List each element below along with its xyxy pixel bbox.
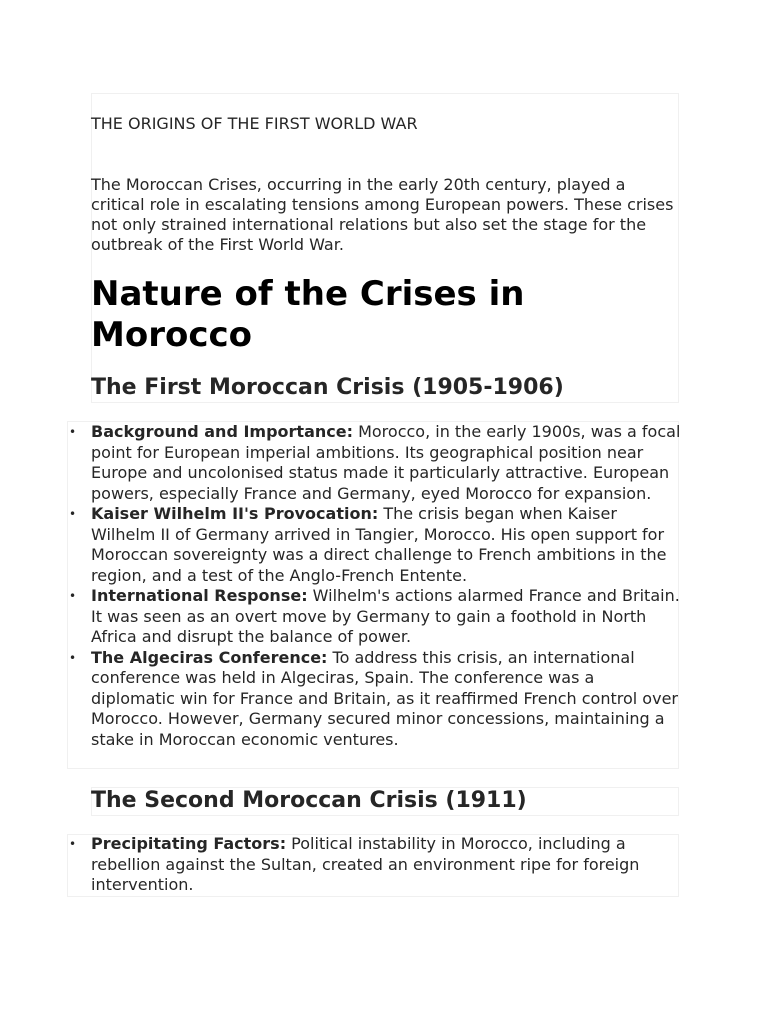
first-crisis-heading: The First Moroccan Crisis (1905-1906) xyxy=(91,375,564,400)
first-crisis-list xyxy=(69,422,681,750)
list-item xyxy=(69,504,681,586)
bullet-icon: • xyxy=(69,589,77,603)
list-item xyxy=(69,647,681,751)
list-item-text: Political instability in Morocco, including a rebellion against the Sultan, created an environment ripe for foreign intervention. xyxy=(91,834,640,894)
intro-paragraph: The Moroccan Crises, occurring in the early 20th century, played a critical role in escalating tensions among European powers. These crises not only strained international relations but also set the stage for the outbreak of the First World War. xyxy=(91,175,674,254)
list-item-text: To address this crisis, an international conference was held in Algeciras, Spain. The conference was a diplomatic win for France and Britain, as it reaffirmed French control over Morocco. However, Germany secured minor concessions, maintaining a stake in Moroccan economic ventures. xyxy=(91,647,678,749)
list-item-label: Precipitating Factors: xyxy=(91,834,287,853)
list-item xyxy=(69,834,681,896)
list-item-label: International Response: xyxy=(91,586,308,605)
bullet-icon: • xyxy=(69,837,77,851)
second-crisis-heading: The Second Moroccan Crisis (1911) xyxy=(91,788,527,813)
bullet-icon: • xyxy=(69,425,77,439)
list-item-label: The Algeciras Conference: xyxy=(91,647,328,667)
main-heading: Nature of the Crises in Morocco xyxy=(91,274,525,355)
list-item-text: The crisis began when Kaiser Wilhelm II of Germany arrived in Tangier, Morocco. His open support for Moroccan sovereignty was a direct challenge to French ambitions in the region, and a test of the Anglo-French Entente. xyxy=(91,504,667,585)
list-item-text: Morocco, in the early 1900s, was a focal point for European imperial ambitions. Its geographical position near Europe and uncolonised status made it particularly attractive. European powers, especially France and Germany, eyed Morocco for expansion. xyxy=(91,422,681,503)
list-item xyxy=(69,586,681,648)
bullet-icon: • xyxy=(69,507,77,521)
second-crisis-list xyxy=(69,834,681,896)
list-item xyxy=(69,422,681,504)
bullet-icon: • xyxy=(69,650,77,665)
list-item-label: Kaiser Wilhelm II's Provocation: xyxy=(91,504,379,523)
document-title: THE ORIGINS OF THE FIRST WORLD WAR xyxy=(91,114,418,133)
list-item-text: Wilhelm's actions alarmed France and Britain. It was seen as an overt move by Germany to gain a foothold in North Africa and disrupt the balance of power. xyxy=(91,586,680,646)
list-item-label: Background and Importance: xyxy=(91,422,353,441)
